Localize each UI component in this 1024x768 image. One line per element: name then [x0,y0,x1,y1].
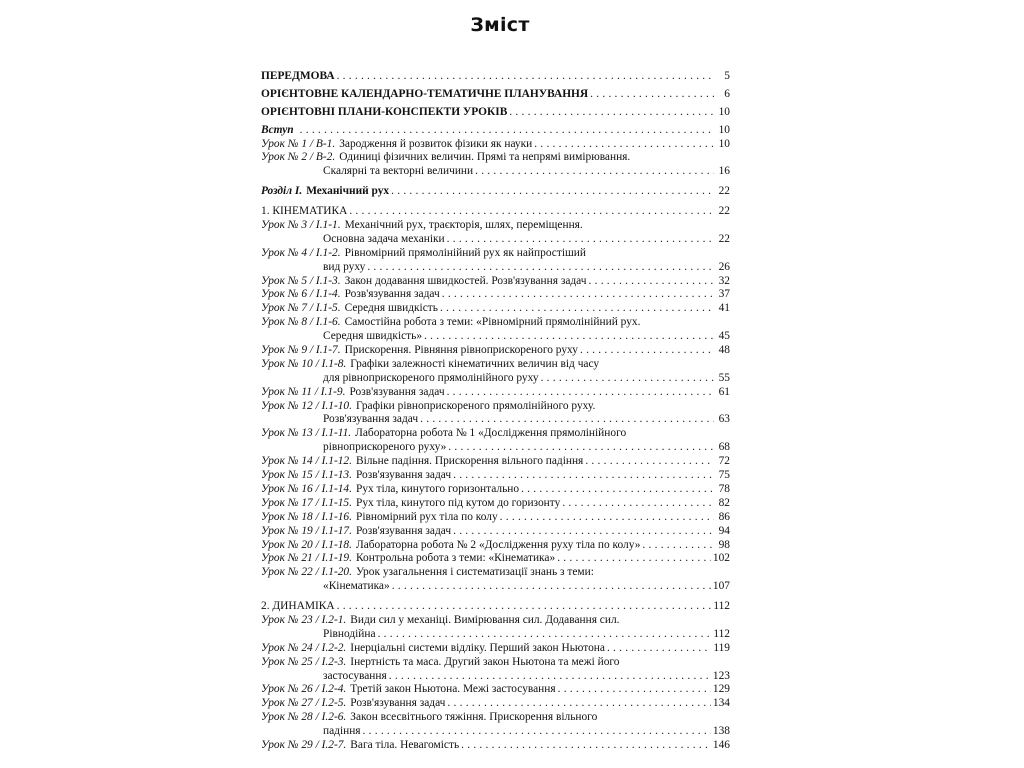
toc-entry-label: Урок № 23 / І.2-1. [261,613,347,626]
toc-entry-label: Урок № 20 / І.1-18. [261,538,352,551]
toc-entry-label: Урок № 13 / І.1-11. [261,427,352,440]
dot-leader [607,642,711,656]
toc-entry-page: 22 [718,232,730,245]
toc-entry-text: Середня швидкість» [323,330,423,343]
toc-entry [261,683,730,697]
dot-leader [337,600,712,614]
toc-entry-text: Самостійна робота з теми: «Рівномірний прямолінійний рух. [344,316,641,329]
toc-entry-label: Урок № 27 / І.2-5. [261,697,347,710]
toc-entry [261,372,730,386]
toc-entry [261,497,730,511]
dot-leader [392,580,711,594]
toc-entry-text: Урок узагальнення і систематизації знань з теми: [355,566,594,579]
toc-entry [261,739,730,753]
toc-entry-page: 22 [718,185,730,198]
dot-leader [461,739,711,753]
toc-entry-page: 78 [718,482,730,495]
toc-entry-label: Урок № 11 / І.1-9. [261,385,346,398]
toc-entry [261,566,730,580]
toc-entry [261,483,730,497]
dot-leader [541,372,714,386]
toc-entry-page: 86 [718,510,730,523]
dot-leader [447,386,714,400]
toc-entry [261,233,730,247]
dot-leader [475,165,714,179]
toc-entry [261,219,730,233]
toc-entry-label: Урок № 19 / І.1-17. [261,524,352,537]
toc-entry-page: 32 [718,274,730,287]
dot-leader [337,70,714,84]
dot-leader [440,302,714,316]
toc-entry-label: Урок № 5 / І.1-3. [261,274,341,287]
toc-entry [261,725,730,739]
toc-entry-label: Урок № 9 / І.1-7. [261,344,341,357]
toc-entry-page: 10 [718,123,730,136]
toc-entry [261,427,730,441]
toc-entry-text: Рух тіла, кинутого горизонтально [355,482,520,495]
toc-entry-text: 2. ДИНАМІКА [261,600,335,613]
toc-entry-page: 112 [713,600,730,613]
toc-entry-text: Розв'язування задач [344,288,440,301]
dot-leader [349,205,714,219]
toc-entry-page: 98 [718,538,730,551]
toc-entry [261,511,730,525]
toc-entry-page: 41 [718,302,730,315]
toc-entry [261,205,730,219]
toc-entry-label: Урок № 28 / І.2-6. [261,711,347,724]
toc-entry-text: Розв'язування задач [350,697,446,710]
toc-entry-page: 37 [718,288,730,301]
toc-entry-label: Урок № 1 / В-1. [261,137,336,150]
dot-leader [363,725,711,739]
toc-entry-page: 75 [718,469,730,482]
toc-entry-page: 6 [724,87,730,100]
toc-entry-text: Рух тіла, кинутого під кутом до горизонту [355,496,561,509]
toc-entry-text: ПЕРЕДМОВА [261,70,335,82]
toc-entry-page: 63 [718,413,730,426]
toc-entry-page: 45 [718,330,730,343]
toc-entry [261,525,730,539]
toc-entry-label: Урок № 6 / І.1-4. [261,288,341,301]
toc-entry [261,261,730,275]
toc-entry-page: 94 [718,524,730,537]
toc-entry-text: Види сил у механіці. Вимірювання сил. Додавання сил. [350,613,620,626]
dot-leader [590,88,714,102]
toc-entry [261,552,730,566]
dot-leader [442,288,714,302]
toc-entry [261,670,730,684]
toc-entry-text: Розв'язування задач [323,413,419,426]
toc-entry-text: Лабораторна робота № 2 «Дослідження руху тіла по колу» [355,538,641,551]
toc-entry-text: Рівнодійна [323,627,376,640]
dot-leader [453,469,714,483]
toc-entry-text: Графіки залежності кінематичних величин від часу [350,357,600,370]
dot-leader [367,261,714,275]
dot-leader [391,185,714,199]
toc-entry-text: Механічний рух [306,185,390,198]
dot-leader [448,441,714,455]
toc-entry-text: Одиниці фізичних величин. Прямі та непрямі вимірювання. [339,151,631,164]
toc-entry [261,400,730,414]
toc-entry-page: 61 [718,385,730,398]
toc-entry-page: 112 [713,627,730,640]
toc-entry-text: рівноприскореного руху» [323,441,447,454]
dot-leader [500,511,714,525]
toc-entry-text: Лабораторна робота № 1 «Дослідження прямолінійного [355,427,627,440]
toc-entry [261,614,730,628]
dot-leader [521,483,714,497]
toc-entry-text: застосування [323,669,387,682]
toc-entry-label: Урок № 16 / І.1-14. [261,482,352,495]
toc-entry-text: Механічний рух, траєкторія, шлях, переміщення. [344,219,583,232]
toc-entry-text: Закон всесвітнього тяжіння. Прискорення вільного [350,711,598,724]
toc-entry-text: падіння [323,725,361,738]
toc-entry [261,275,730,289]
dot-leader [509,106,714,120]
toc-entry-text: Розв'язування задач [355,469,452,482]
toc-entry-page: 146 [712,738,730,751]
toc-entry [261,441,730,455]
toc-entry-text: Контрольна робота з теми: «Кінематика» [355,552,556,565]
toc-entry-text: для рівноприскореного прямолінійного руху [323,371,539,384]
toc-entry [261,330,730,344]
toc-entry [261,106,730,120]
toc-entry [261,358,730,372]
toc-entry-text: Розв'язування задач [349,385,445,398]
toc-entry-page: 102 [712,552,730,565]
toc-entry-text: Інерціальні системи відліку. Перший закон Ньютона [350,641,605,654]
toc-entry-text: Рівномірний рух тіла по колу [355,510,498,523]
dot-leader [447,233,714,247]
dot-leader [447,697,710,711]
toc-entry [261,628,730,642]
toc-entry-label: Вступ [261,123,294,136]
toc-entry [261,344,730,358]
toc-entry [261,138,730,152]
toc-entry-page: 82 [718,496,730,509]
toc-entry-text: Вага тіла. Невагомість [350,738,460,751]
toc-entry-label: Урок № 7 / І.1-5. [261,302,341,315]
toc-entry-text: «Кінематика» [323,580,390,593]
toc-entry-page: 48 [718,344,730,357]
toc-entry-page: 107 [712,580,730,593]
toc-entry-page: 123 [712,669,730,682]
toc-entry [261,288,730,302]
toc-entry-text: Рівномірний прямолінійний рух як найпростіший [344,246,586,259]
toc-entry-text: Основна задача механіки [323,232,445,245]
toc-entry-page: 119 [713,641,730,654]
toc-entry [261,386,730,400]
dot-leader [300,124,714,138]
toc-entry-text: Скалярні та векторні величини [323,165,474,178]
toc-entry-text: Інертність та маса. Другий закон Ньютона та межі його [350,655,620,668]
table-of-contents [261,66,730,753]
dot-leader [558,683,711,697]
toc-entry-label: Урок № 24 / І.2-2. [261,641,347,654]
toc-entry-label: Урок № 14 / І.1-12. [261,455,352,468]
toc-entry-page: 55 [718,371,730,384]
toc-entry-label: Урок № 12 / І.1-10. [261,399,352,412]
toc-entry [261,539,730,553]
toc-entry-page: 138 [712,725,730,738]
toc-entry-page: 26 [718,260,730,273]
toc-entry-label: Урок № 22 / І.1-20. [261,566,352,579]
toc-entry [261,124,730,138]
toc-entry-label: Урок № 4 / І.1-2. [261,246,341,259]
toc-entry [261,151,730,165]
toc-entry-text: вид руху [323,260,366,273]
dot-leader [534,138,714,152]
toc-entry-page: 22 [718,205,730,218]
toc-entry [261,455,730,469]
toc-entry [261,185,730,199]
toc-entry-text: Прискорення. Рівняння рівноприскореного руху [344,344,578,357]
dot-leader [389,670,711,684]
dot-leader [420,413,714,427]
toc-entry-page: 68 [718,441,730,454]
toc-entry-label: Урок № 25 / І.2-3. [261,655,347,668]
toc-entry-page: 129 [712,683,730,696]
toc-entry-text: ОРІЄНТОВНЕ КАЛЕНДАРНО-ТЕМАТИЧНЕ ПЛАНУВАННЯ [261,87,589,100]
toc-entry-page: 10 [718,137,730,150]
toc-entry [261,88,730,102]
dot-leader [585,455,714,469]
toc-entry-label: Урок № 15 / І.1-13. [261,469,352,482]
toc-entry-text: Середня швидкість [344,302,438,315]
dot-leader [642,539,714,553]
toc-entry [261,656,730,670]
toc-entry-page: 5 [724,70,730,82]
toc-entry-page: 16 [718,165,730,178]
dot-leader [453,525,714,539]
toc-entry-label: Урок № 26 / І.2-4. [261,683,347,696]
toc-entry-text: ОРІЄНТОВНІ ПЛАНИ-КОНСПЕКТИ УРОКІВ [261,105,508,118]
dot-leader [589,275,715,289]
toc-entry-label: Урок № 2 / В-2. [261,151,336,164]
dot-leader [562,497,714,511]
toc-entry [261,247,730,261]
toc-entry [261,165,730,179]
toc-entry-label: Урок № 10 / І.1-8. [261,357,347,370]
toc-entry [261,70,730,84]
dot-leader [580,344,714,358]
dot-leader [424,330,714,344]
toc-entry-label: Урок № 21 / І.1-19. [261,552,352,565]
toc-entry-page: 10 [718,105,730,118]
toc-entry-label: Розділ І. [261,185,303,198]
toc-entry-label: Урок № 18 / І.1-16. [261,510,352,523]
toc-entry-text: Зародження й розвиток фізики як науки [339,137,533,150]
toc-entry-label: Урок № 8 / І.1-6. [261,316,341,329]
toc-entry-label: Урок № 17 / І.1-15. [261,496,352,509]
toc-entry-label: Урок № 29 / І.2-7. [261,738,347,751]
toc-entry [261,316,730,330]
toc-entry-page: 134 [712,697,730,710]
toc-entry-text: Закон додавання швидкостей. Розв'язування задач [344,274,587,287]
toc-entry [261,642,730,656]
toc-entry [261,469,730,483]
toc-entry [261,697,730,711]
toc-entry-text: Розв'язування задач [355,524,452,537]
dot-leader [557,552,711,566]
toc-entry [261,302,730,316]
toc-entry [261,711,730,725]
dot-leader [378,628,712,642]
toc-entry-text: Третій закон Ньютона. Межі застосування [350,683,556,696]
toc-entry [261,600,730,614]
toc-entry-text: Графіки рівноприскореного прямолінійного руху. [355,399,596,412]
toc-entry [261,413,730,427]
toc-entry-label: Урок № 3 / І.1-1. [261,219,341,232]
toc-entry-text: 1. КІНЕМАТИКА [261,205,348,218]
toc-entry-text: Вільне падіння. Прискорення вільного падіння [355,455,584,468]
page-title: Зміст [470,14,530,36]
toc-entry-page: 72 [718,455,730,468]
toc-entry [261,580,730,594]
